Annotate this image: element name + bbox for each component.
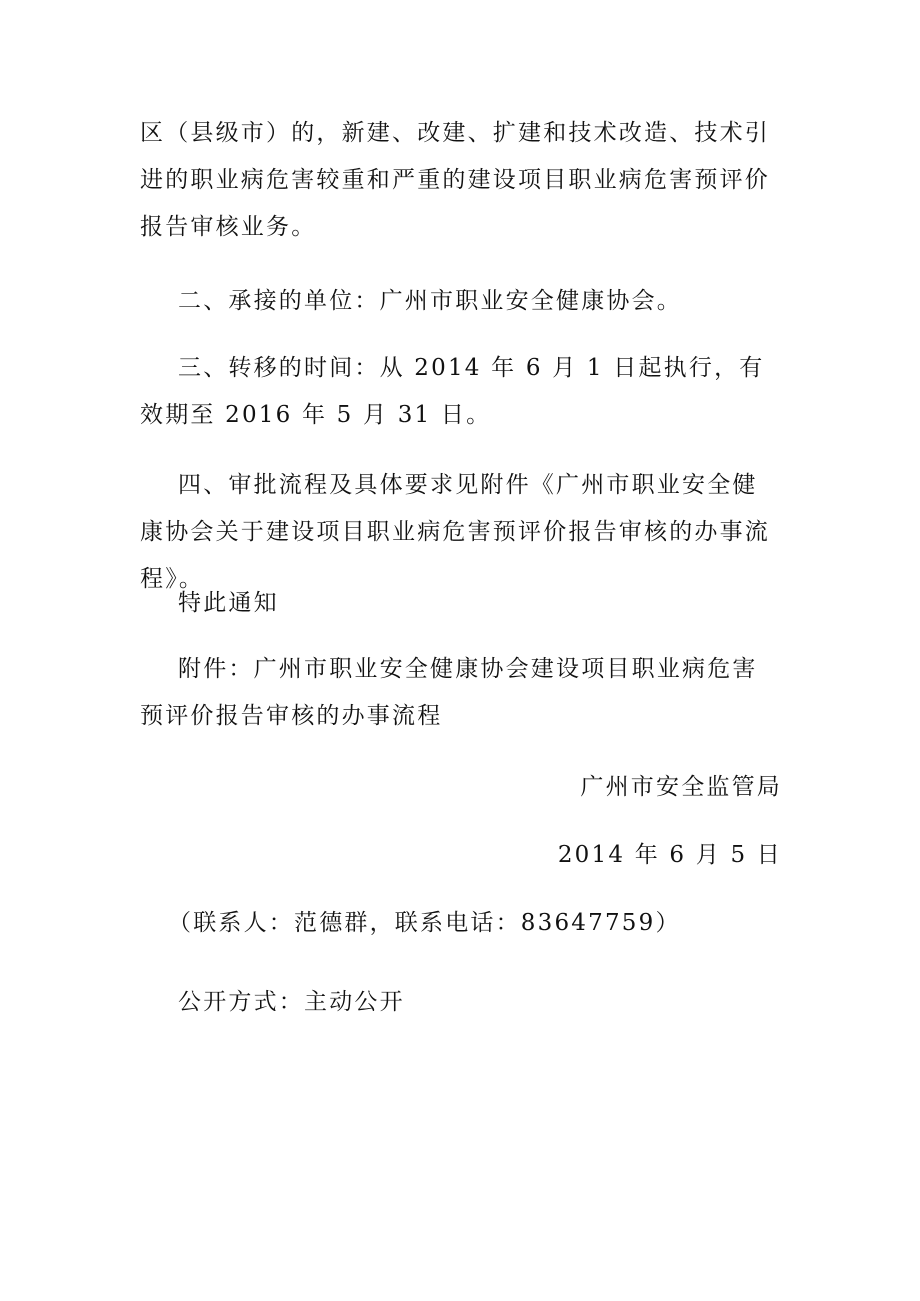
item-two-paragraph: 二、承接的单位：广州市职业安全健康协会。 [178, 288, 682, 314]
attachment-paragraph: 附件：广州市职业安全健康协会建设项目职业病危害预评价报告审核的办事流程 [140, 656, 758, 729]
item-three-paragraph: 三、转移的时间：从 2014 年 6 月 1 日起执行，有效期至 2016 年 5 月 31 日。 [140, 355, 765, 428]
issue-date: 2014 年 6 月 5 日 [557, 842, 782, 868]
issuer-signature: 广州市安全监管局 [580, 774, 782, 800]
notice-line: 特此通知 [178, 590, 279, 616]
contact-line: （联系人：范德群，联系电话：83647759） [168, 910, 681, 936]
scope-paragraph: 区（县级市）的，新建、改建、扩建和技术改造、技术引进的职业病危害较重和严重的建设项目职业病危害预评价报告审核业务。 [140, 120, 770, 240]
disclosure-line: 公开方式：主动公开 [178, 989, 405, 1015]
item-four-paragraph: 四、审批流程及具体要求见附件《广州市职业安全健康协会关于建设项目职业病危害预评价报告审核的办事流程》。 [140, 472, 770, 592]
